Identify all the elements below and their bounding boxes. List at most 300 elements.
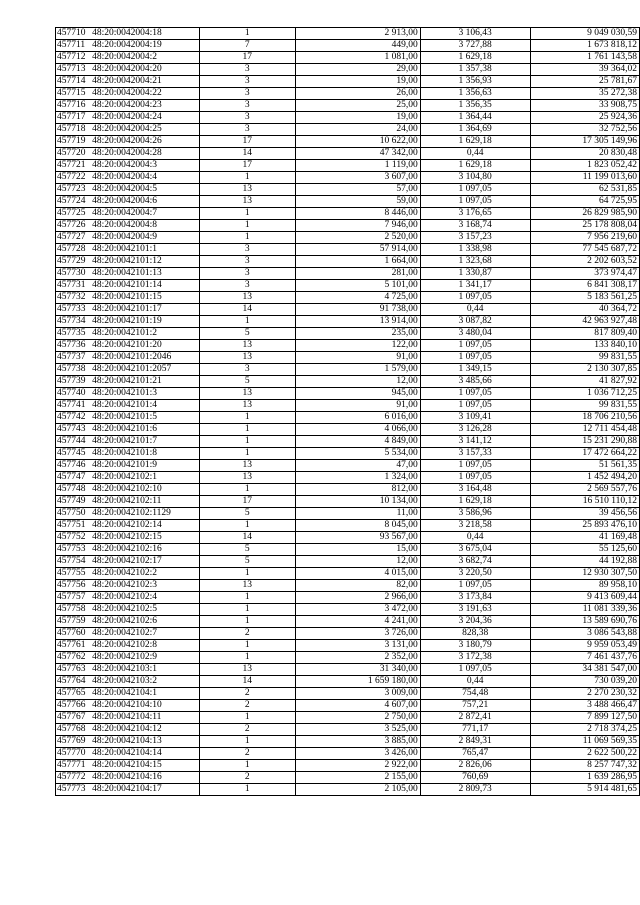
cadastral-value-cell: 2 569 557,76 — [530, 484, 639, 496]
unit-value-cell: 0,44 — [420, 148, 530, 160]
cadastral-value-cell: 1 761 143,58 — [530, 52, 639, 64]
row-number-cell: 457755 — [56, 568, 92, 580]
category-cell: 13 — [199, 664, 295, 676]
cadastral-number-cell: 48:20:0042004:9 — [91, 232, 199, 244]
unit-value-cell: 1 356,63 — [420, 88, 530, 100]
category-cell: 1 — [199, 220, 295, 232]
area-cell: 6 016,00 — [295, 412, 420, 424]
row-number-cell: 457726 — [56, 220, 92, 232]
cadastral-number-cell: 48:20:0042101:2 — [91, 328, 199, 340]
cadastral-number-cell: 48:20:0042004:5 — [91, 184, 199, 196]
category-cell: 1 — [199, 568, 295, 580]
area-cell: 82,00 — [295, 580, 420, 592]
cadastral-number-cell: 48:20:0042101:19 — [91, 316, 199, 328]
cadastral-number-cell: 48:20:0042104:13 — [91, 736, 199, 748]
cadastral-value-cell: 2 270 230,32 — [530, 688, 639, 700]
cadastral-value-cell: 51 561,35 — [530, 460, 639, 472]
category-cell: 13 — [199, 472, 295, 484]
category-cell: 1 — [199, 784, 295, 796]
area-cell: 8 045,00 — [295, 520, 420, 532]
unit-value-cell: 1 356,93 — [420, 76, 530, 88]
cadastral-value-cell: 12 711 454,48 — [530, 424, 639, 436]
cadastral-number-cell: 48:20:0042101:4 — [91, 400, 199, 412]
cadastral-number-cell: 48:20:0042004:23 — [91, 100, 199, 112]
table-row — [56, 628, 640, 640]
unit-value-cell: 3 586,96 — [420, 508, 530, 520]
cadastral-value-cell: 32 752,56 — [530, 124, 639, 136]
area-cell: 2 922,00 — [295, 760, 420, 772]
cadastral-value-cell: 16 510 110,12 — [530, 496, 639, 508]
cadastral-value-cell: 9 049 030,59 — [530, 28, 639, 40]
category-cell: 5 — [199, 544, 295, 556]
category-cell: 3 — [199, 256, 295, 268]
category-cell: 13 — [199, 196, 295, 208]
table-row — [56, 472, 640, 484]
cadastral-number-cell: 48:20:0042102:17 — [91, 556, 199, 568]
area-cell: 945,00 — [295, 388, 420, 400]
category-cell: 5 — [199, 556, 295, 568]
cadastral-value-cell: 44 192,88 — [530, 556, 639, 568]
table-row — [56, 532, 640, 544]
unit-value-cell: 765,47 — [420, 748, 530, 760]
cadastral-value-cell: 39 364,02 — [530, 64, 639, 76]
row-number-cell: 457758 — [56, 604, 92, 616]
category-cell: 1 — [199, 640, 295, 652]
cadastral-number-cell: 48:20:0042004:28 — [91, 148, 199, 160]
category-cell: 13 — [199, 340, 295, 352]
unit-value-cell: 1 629,18 — [420, 496, 530, 508]
table-row — [56, 448, 640, 460]
table-row — [56, 184, 640, 196]
unit-value-cell: 3 220,50 — [420, 568, 530, 580]
category-cell: 7 — [199, 40, 295, 52]
category-cell: 1 — [199, 208, 295, 220]
unit-value-cell: 1 097,05 — [420, 472, 530, 484]
category-cell: 3 — [199, 100, 295, 112]
table-row — [56, 400, 640, 412]
cadastral-number-cell: 48:20:0042104:11 — [91, 712, 199, 724]
row-number-cell: 457714 — [56, 76, 92, 88]
cadastral-value-cell: 99 831,55 — [530, 400, 639, 412]
cadastral-number-cell: 48:20:0042004:4 — [91, 172, 199, 184]
cadastral-value-cell: 373 974,47 — [530, 268, 639, 280]
row-number-cell: 457741 — [56, 400, 92, 412]
unit-value-cell: 3 104,80 — [420, 172, 530, 184]
area-cell: 1 664,00 — [295, 256, 420, 268]
cadastral-value-cell: 7 956 219,60 — [530, 232, 639, 244]
area-cell: 5 534,00 — [295, 448, 420, 460]
table-row — [56, 724, 640, 736]
cadastral-value-cell: 730 039,20 — [530, 676, 639, 688]
cadastral-value-cell: 1 673 818,12 — [530, 40, 639, 52]
category-cell: 1 — [199, 736, 295, 748]
cadastral-value-cell: 3 086 543,88 — [530, 628, 639, 640]
row-number-cell: 457760 — [56, 628, 92, 640]
unit-value-cell: 1 097,05 — [420, 292, 530, 304]
category-cell: 17 — [199, 496, 295, 508]
category-cell: 13 — [199, 580, 295, 592]
unit-value-cell: 3 106,43 — [420, 28, 530, 40]
row-number-cell: 457715 — [56, 88, 92, 100]
cadastral-value-cell: 2 202 603,52 — [530, 256, 639, 268]
unit-value-cell: 1 097,05 — [420, 352, 530, 364]
cadastral-number-cell: 48:20:0042004:2 — [91, 52, 199, 64]
category-cell: 13 — [199, 184, 295, 196]
unit-value-cell: 1 097,05 — [420, 184, 530, 196]
cadastral-number-cell: 48:20:0042101:5 — [91, 412, 199, 424]
area-cell: 12,00 — [295, 376, 420, 388]
cadastral-value-cell: 1 036 712,25 — [530, 388, 639, 400]
category-cell: 5 — [199, 508, 295, 520]
unit-value-cell: 3 164,48 — [420, 484, 530, 496]
area-cell: 59,00 — [295, 196, 420, 208]
table-row — [56, 124, 640, 136]
cadastral-number-cell: 48:20:0042101:21 — [91, 376, 199, 388]
cadastral-number-cell: 48:20:0042004:22 — [91, 88, 199, 100]
row-number-cell: 457718 — [56, 124, 92, 136]
unit-value-cell: 760,69 — [420, 772, 530, 784]
category-cell: 2 — [199, 700, 295, 712]
area-cell: 281,00 — [295, 268, 420, 280]
cadastral-number-cell: 48:20:0042104:16 — [91, 772, 199, 784]
cadastral-number-cell: 48:20:0042004:26 — [91, 136, 199, 148]
cadastral-number-cell: 48:20:0042104:14 — [91, 748, 199, 760]
unit-value-cell: 754,48 — [420, 688, 530, 700]
unit-value-cell: 2 849,31 — [420, 736, 530, 748]
row-number-cell: 457761 — [56, 640, 92, 652]
cadastral-number-cell: 48:20:0042102:9 — [91, 652, 199, 664]
area-cell: 3 009,00 — [295, 688, 420, 700]
cadastral-number-cell: 48:20:0042004:21 — [91, 76, 199, 88]
unit-value-cell: 1 097,05 — [420, 400, 530, 412]
table-row — [56, 280, 640, 292]
row-number-cell: 457737 — [56, 352, 92, 364]
table-row — [56, 484, 640, 496]
cadastral-value-cell: 62 531,85 — [530, 184, 639, 196]
cadastral-value-cell: 26 829 985,90 — [530, 208, 639, 220]
cadastral-value-cell: 25 924,36 — [530, 112, 639, 124]
row-number-cell: 457751 — [56, 520, 92, 532]
area-cell: 2 352,00 — [295, 652, 420, 664]
cadastral-number-cell: 48:20:0042102:1129 — [91, 508, 199, 520]
category-cell: 1 — [199, 172, 295, 184]
table-row — [56, 160, 640, 172]
cadastral-number-cell: 48:20:0042004:7 — [91, 208, 199, 220]
table-row — [56, 220, 640, 232]
cadastral-value-table — [55, 27, 640, 796]
table-body — [56, 28, 640, 796]
table-row — [56, 388, 640, 400]
cadastral-number-cell: 48:20:0042004:8 — [91, 220, 199, 232]
category-cell: 5 — [199, 328, 295, 340]
category-cell: 5 — [199, 376, 295, 388]
row-number-cell: 457722 — [56, 172, 92, 184]
unit-value-cell: 3 173,84 — [420, 592, 530, 604]
row-number-cell: 457773 — [56, 784, 92, 796]
table-row — [56, 520, 640, 532]
row-number-cell: 457717 — [56, 112, 92, 124]
table-row — [56, 544, 640, 556]
row-number-cell: 457769 — [56, 736, 92, 748]
row-number-cell: 457748 — [56, 484, 92, 496]
cadastral-value-cell: 41 827,92 — [530, 376, 639, 388]
table-row — [56, 76, 640, 88]
cadastral-value-cell: 39 456,56 — [530, 508, 639, 520]
cadastral-number-cell: 48:20:0042101:2046 — [91, 352, 199, 364]
category-cell: 17 — [199, 136, 295, 148]
area-cell: 812,00 — [295, 484, 420, 496]
area-cell: 4 725,00 — [295, 292, 420, 304]
unit-value-cell: 1 629,18 — [420, 52, 530, 64]
unit-value-cell: 2 826,06 — [420, 760, 530, 772]
row-number-cell: 457749 — [56, 496, 92, 508]
area-cell: 7 946,00 — [295, 220, 420, 232]
cadastral-number-cell: 48:20:0042102:8 — [91, 640, 199, 652]
row-number-cell: 457750 — [56, 508, 92, 520]
row-number-cell: 457731 — [56, 280, 92, 292]
category-cell: 1 — [199, 712, 295, 724]
category-cell: 14 — [199, 148, 295, 160]
area-cell: 1 324,00 — [295, 472, 420, 484]
table-row — [56, 112, 640, 124]
area-cell: 3 131,00 — [295, 640, 420, 652]
area-cell: 3 472,00 — [295, 604, 420, 616]
area-cell: 1 081,00 — [295, 52, 420, 64]
row-number-cell: 457762 — [56, 652, 92, 664]
unit-value-cell: 1 323,68 — [420, 256, 530, 268]
unit-value-cell: 3 141,12 — [420, 436, 530, 448]
area-cell: 10 622,00 — [295, 136, 420, 148]
unit-value-cell: 771,17 — [420, 724, 530, 736]
cadastral-number-cell: 48:20:0042102:7 — [91, 628, 199, 640]
category-cell: 14 — [199, 676, 295, 688]
cadastral-number-cell: 48:20:0042102:1 — [91, 472, 199, 484]
table-row — [56, 772, 640, 784]
row-number-cell: 457757 — [56, 592, 92, 604]
row-number-cell: 457727 — [56, 232, 92, 244]
cadastral-value-cell: 9 413 609,44 — [530, 592, 639, 604]
category-cell: 3 — [199, 112, 295, 124]
table-row — [56, 208, 640, 220]
cadastral-value-cell: 20 830,48 — [530, 148, 639, 160]
cadastral-value-cell: 89 958,10 — [530, 580, 639, 592]
row-number-cell: 457732 — [56, 292, 92, 304]
category-cell: 13 — [199, 292, 295, 304]
cadastral-value-cell: 25 178 808,04 — [530, 220, 639, 232]
table-row — [56, 556, 640, 568]
cadastral-number-cell: 48:20:0042101:13 — [91, 268, 199, 280]
area-cell: 4 607,00 — [295, 700, 420, 712]
table-row — [56, 424, 640, 436]
unit-value-cell: 3 480,04 — [420, 328, 530, 340]
cadastral-value-cell: 9 959 053,49 — [530, 640, 639, 652]
cadastral-value-cell: 34 381 547,00 — [530, 664, 639, 676]
row-number-cell: 457735 — [56, 328, 92, 340]
cadastral-number-cell: 48:20:0042101:6 — [91, 424, 199, 436]
cadastral-value-cell: 2 622 500,22 — [530, 748, 639, 760]
category-cell: 14 — [199, 532, 295, 544]
cadastral-number-cell: 48:20:0042004:20 — [91, 64, 199, 76]
row-number-cell: 457710 — [56, 28, 92, 40]
table-row — [56, 256, 640, 268]
area-cell: 91,00 — [295, 352, 420, 364]
area-cell: 91,00 — [295, 400, 420, 412]
table-row — [56, 196, 640, 208]
category-cell: 1 — [199, 592, 295, 604]
area-cell: 4 241,00 — [295, 616, 420, 628]
unit-value-cell: 3 180,79 — [420, 640, 530, 652]
area-cell: 2 913,00 — [295, 28, 420, 40]
category-cell: 13 — [199, 460, 295, 472]
unit-value-cell: 1 349,15 — [420, 364, 530, 376]
area-cell: 29,00 — [295, 64, 420, 76]
unit-value-cell: 0,44 — [420, 532, 530, 544]
unit-value-cell: 3 087,82 — [420, 316, 530, 328]
cadastral-value-cell: 11 069 569,35 — [530, 736, 639, 748]
row-number-cell: 457770 — [56, 748, 92, 760]
unit-value-cell: 3 675,04 — [420, 544, 530, 556]
row-number-cell: 457766 — [56, 700, 92, 712]
category-cell: 3 — [199, 64, 295, 76]
cadastral-value-cell: 3 488 466,47 — [530, 700, 639, 712]
cadastral-value-cell: 1 639 286,95 — [530, 772, 639, 784]
cadastral-value-cell: 13 589 690,76 — [530, 616, 639, 628]
table-row — [56, 592, 640, 604]
cadastral-value-cell: 1 823 052,42 — [530, 160, 639, 172]
area-cell: 1 659 180,00 — [295, 676, 420, 688]
unit-value-cell: 3 204,36 — [420, 616, 530, 628]
category-cell: 1 — [199, 652, 295, 664]
area-cell: 3 426,00 — [295, 748, 420, 760]
unit-value-cell: 828,38 — [420, 628, 530, 640]
row-number-cell: 457721 — [56, 160, 92, 172]
table-row — [56, 340, 640, 352]
table-row — [56, 508, 640, 520]
cadastral-value-cell: 817 809,40 — [530, 328, 639, 340]
cadastral-value-cell: 15 231 290,88 — [530, 436, 639, 448]
unit-value-cell: 1 097,05 — [420, 460, 530, 472]
category-cell: 3 — [199, 268, 295, 280]
category-cell: 1 — [199, 760, 295, 772]
category-cell: 1 — [199, 484, 295, 496]
category-cell: 1 — [199, 412, 295, 424]
cadastral-number-cell: 48:20:0042101:17 — [91, 304, 199, 316]
table-row — [56, 580, 640, 592]
row-number-cell: 457736 — [56, 340, 92, 352]
category-cell: 1 — [199, 448, 295, 460]
unit-value-cell: 3 157,33 — [420, 448, 530, 460]
cadastral-value-cell: 64 725,95 — [530, 196, 639, 208]
area-cell: 10 134,00 — [295, 496, 420, 508]
table-row — [56, 496, 640, 508]
row-number-cell: 457771 — [56, 760, 92, 772]
category-cell: 1 — [199, 604, 295, 616]
table-row — [56, 760, 640, 772]
category-cell: 3 — [199, 244, 295, 256]
table-row — [56, 304, 640, 316]
table-row — [56, 172, 640, 184]
row-number-cell: 457728 — [56, 244, 92, 256]
area-cell: 13 914,00 — [295, 316, 420, 328]
cadastral-value-cell: 12 930 307,50 — [530, 568, 639, 580]
area-cell: 15,00 — [295, 544, 420, 556]
cadastral-number-cell: 48:20:0042103:1 — [91, 664, 199, 676]
row-number-cell: 457772 — [56, 772, 92, 784]
area-cell: 1 579,00 — [295, 364, 420, 376]
category-cell: 2 — [199, 724, 295, 736]
cadastral-value-cell: 99 831,55 — [530, 352, 639, 364]
cadastral-value-cell: 6 841 308,17 — [530, 280, 639, 292]
table-row — [56, 40, 640, 52]
cadastral-value-cell: 17 305 149,96 — [530, 136, 639, 148]
row-number-cell: 457711 — [56, 40, 92, 52]
category-cell: 2 — [199, 688, 295, 700]
unit-value-cell: 1 356,35 — [420, 100, 530, 112]
table-row — [56, 136, 640, 148]
category-cell: 17 — [199, 52, 295, 64]
category-cell: 3 — [199, 124, 295, 136]
unit-value-cell: 3 126,28 — [420, 424, 530, 436]
cadastral-number-cell: 48:20:0042101:12 — [91, 256, 199, 268]
row-number-cell: 457725 — [56, 208, 92, 220]
unit-value-cell: 3 109,41 — [420, 412, 530, 424]
category-cell: 1 — [199, 424, 295, 436]
unit-value-cell: 1 629,18 — [420, 136, 530, 148]
area-cell: 8 446,00 — [295, 208, 420, 220]
unit-value-cell: 1 364,44 — [420, 112, 530, 124]
cadastral-number-cell: 48:20:0042104:10 — [91, 700, 199, 712]
cadastral-number-cell: 48:20:0042103:2 — [91, 676, 199, 688]
cadastral-number-cell: 48:20:0042104:17 — [91, 784, 199, 796]
area-cell: 26,00 — [295, 88, 420, 100]
category-cell: 13 — [199, 352, 295, 364]
category-cell: 13 — [199, 400, 295, 412]
area-cell: 11,00 — [295, 508, 420, 520]
table-row — [56, 292, 640, 304]
cadastral-value-cell: 2 130 307,85 — [530, 364, 639, 376]
table-row — [56, 664, 640, 676]
category-cell: 2 — [199, 748, 295, 760]
cadastral-value-cell: 18 706 210,56 — [530, 412, 639, 424]
unit-value-cell: 3 176,65 — [420, 208, 530, 220]
cadastral-value-cell: 35 272,38 — [530, 88, 639, 100]
row-number-cell: 457747 — [56, 472, 92, 484]
table-row — [56, 436, 640, 448]
table-row — [56, 688, 640, 700]
cadastral-number-cell: 48:20:0042101:3 — [91, 388, 199, 400]
category-cell: 13 — [199, 388, 295, 400]
area-cell: 25,00 — [295, 100, 420, 112]
category-cell: 3 — [199, 88, 295, 100]
row-number-cell: 457716 — [56, 100, 92, 112]
cadastral-number-cell: 48:20:0042101:7 — [91, 436, 199, 448]
area-cell: 3 885,00 — [295, 736, 420, 748]
cadastral-value-cell: 40 364,72 — [530, 304, 639, 316]
table-row — [56, 712, 640, 724]
area-cell: 12,00 — [295, 556, 420, 568]
row-number-cell: 457724 — [56, 196, 92, 208]
row-number-cell: 457765 — [56, 688, 92, 700]
area-cell: 235,00 — [295, 328, 420, 340]
cadastral-value-cell: 55 125,60 — [530, 544, 639, 556]
row-number-cell: 457759 — [56, 616, 92, 628]
table-row — [56, 700, 640, 712]
table-row — [56, 232, 640, 244]
area-cell: 57,00 — [295, 184, 420, 196]
unit-value-cell: 3 682,74 — [420, 556, 530, 568]
area-cell: 31 340,00 — [295, 664, 420, 676]
cadastral-number-cell: 48:20:0042004:24 — [91, 112, 199, 124]
